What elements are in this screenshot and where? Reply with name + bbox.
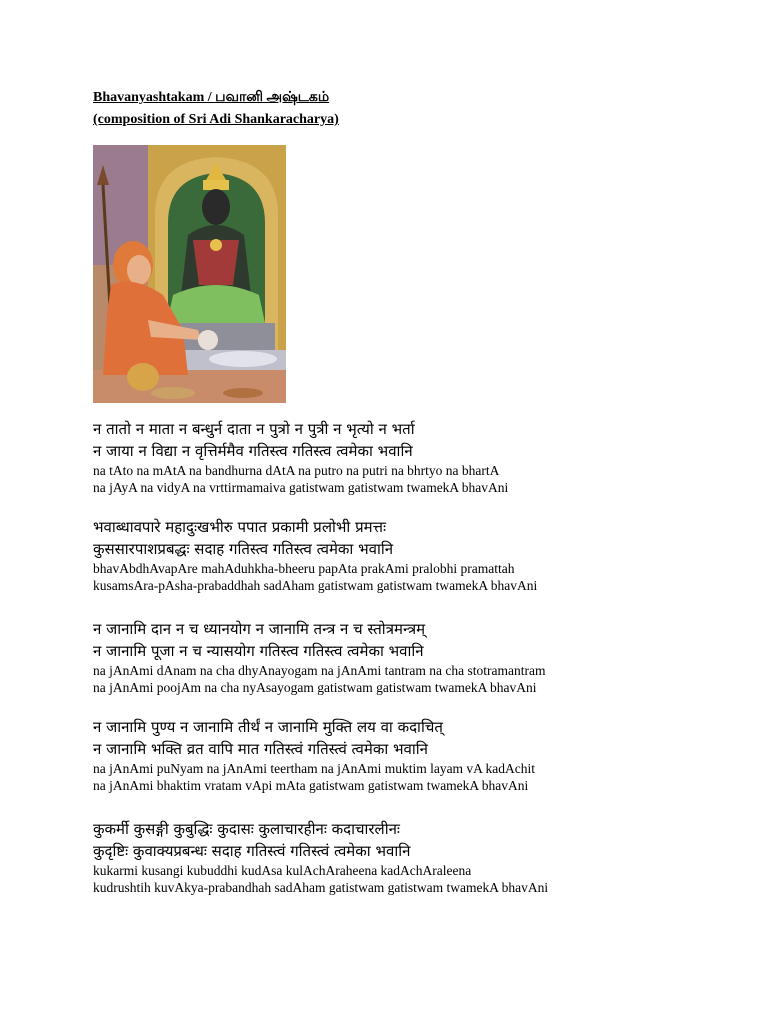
- verse-3-transliteration-line-1: na jAnAmi dAnam na cha dhyAnayogam na jAnAmi tantram na cha stotramantram: [93, 663, 546, 678]
- verse-4-transliteration-line-1: na jAnAmi puNyam na jAnAmi teertham na jAnAmi muktim layam vA kadAchit: [93, 761, 536, 776]
- verse-4-transliteration-line-2: na jAnAmi bhaktim vratam vApi mAta gatistwam gatistwam twamekA bhavAni: [93, 778, 529, 793]
- verse-4-devanagari-line-1: न जानामि पुण्य न जानामि तीर्थं न जानामि मुक्ति लय वा कदाचित्: [93, 718, 443, 736]
- verse-2-devanagari-line-1: भवाब्धावपारे महादुःखभीरु पपात प्रकामी प्रलोभी प्रमत्तः: [93, 518, 386, 536]
- verse-2: [93, 516, 733, 594]
- verse-5-transliteration-line-1: kukarmi kusangi kubuddhi kudAsa kulAchAraheena kadAchAraleena: [93, 863, 472, 878]
- verse-1-transliteration-line-2: na jAyA na vidyA na vrttirmamaiva gatistwam gatistwam twamekA bhavAni: [93, 480, 509, 495]
- verse-2-transliteration-line-2: kusamsAra-pAsha-prabaddhah sadAham gatistwam gatistwam twamekA bhavAni: [93, 578, 538, 593]
- verse-1: [93, 418, 733, 496]
- page-subtitle: (composition of Sri Adi Shankaracharya): [93, 112, 339, 127]
- page-title: Bhavanyashtakam / பவானி அஷ்டகம்: [93, 90, 330, 105]
- verse-3-transliteration-line-2: na jAnAmi poojAm na cha nyAsayogam gatistwam gatistwam twamekA bhavAni: [93, 680, 537, 695]
- verse-5-transliteration-line-2: kudrushtih kuvAkya-prabandhah sadAham gatistwam gatistwam twamekA bhavAni: [93, 880, 549, 895]
- verse-3-devanagari-line-1: न जानामि दान न च ध्यानयोग न जानामि तन्त्र न च स्तोत्रमन्त्रम्: [93, 620, 426, 638]
- verse-5-devanagari-line-1: कुकर्मी कुसङ्गी कुबुद्धिः कुदासः कुलाचारहीनः कदाचारलीनः: [93, 820, 400, 838]
- verse-1-transliteration-line-1: na tAto na mAtA na bandhurna dAtA na putro na putri na bhrtyo na bhartA: [93, 463, 500, 478]
- verse-2-transliteration-line-1: bhavAbdhAvapAre mahAduhkha-bheeru papAta prakAmi pralobhi pramattah: [93, 561, 515, 576]
- verse-1-devanagari-line-1: न तातो न माता न बन्धुर्न दाता न पुत्रो न पुत्री न भृत्यो न भर्ता: [93, 420, 415, 438]
- verse-4-devanagari-line-2: न जानामि भक्ति व्रत वापि मात गतिस्त्वं गतिस्त्वं त्वमेका भवानि: [93, 740, 428, 758]
- verse-3: [93, 618, 733, 696]
- verse-4: [93, 716, 733, 794]
- devotional-painting: [93, 145, 286, 403]
- verse-3-devanagari-line-2: न जानामि पूजा न च न्यासयोग गतिस्त्व गतिस्त्व त्वमेका भवानि: [93, 642, 424, 660]
- verse-5: [93, 818, 733, 896]
- verse-2-devanagari-line-2: कुससारपाशप्रबद्धः सदाह गतिस्त्व गतिस्त्व त्वमेका भवानि: [93, 540, 394, 558]
- verse-5-devanagari-line-2: कुदृष्टिः कुवाक्यप्रबन्धः सदाह गतिस्त्वं गतिस्त्वं त्वमेका भवानि: [93, 842, 411, 860]
- verse-1-devanagari-line-2: न जाया न विद्या न वृत्तिर्ममैव गतिस्त्व गतिस्त्व त्वमेका भवानि: [93, 442, 413, 460]
